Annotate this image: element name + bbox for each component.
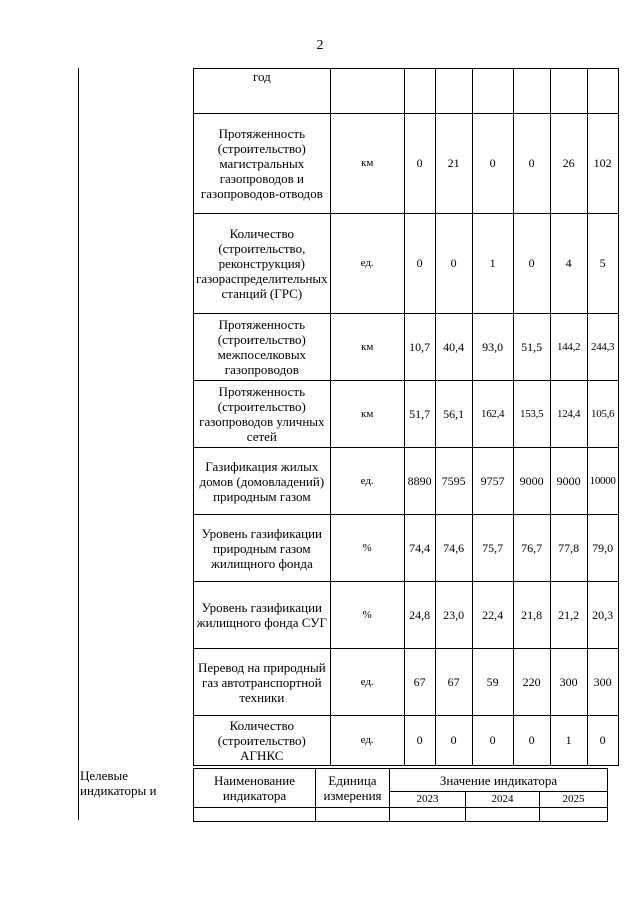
- table-row: [194, 649, 619, 716]
- empty-cell: [404, 69, 435, 114]
- empty-cell: [435, 69, 472, 114]
- empty-cell: [466, 808, 540, 822]
- indicator-value: 67: [404, 649, 435, 716]
- indicator-value: 10000: [587, 448, 618, 515]
- indicator-value: 76,7: [513, 515, 550, 582]
- indicator-value: 74,4: [404, 515, 435, 582]
- indicator-value: 51,5: [513, 314, 550, 381]
- indicator-value: 26: [550, 114, 587, 214]
- indicator-value: 51,7: [404, 381, 435, 448]
- indicator-value: 9757: [472, 448, 513, 515]
- indicator-value: 244,3: [587, 314, 618, 381]
- indicator-value: 77,8: [550, 515, 587, 582]
- indicator-value: 153,5: [513, 381, 550, 448]
- indicator-value: 300: [587, 649, 618, 716]
- left-border-line: [78, 68, 79, 820]
- col-name-header: Наименование индикатора: [194, 769, 316, 808]
- indicator-value: 1: [472, 214, 513, 314]
- indicator-value: 0: [513, 114, 550, 214]
- indicator-unit: ед.: [330, 448, 404, 515]
- empty-cell: [390, 808, 466, 822]
- indicator-value: 0: [404, 214, 435, 314]
- table-row: [194, 114, 619, 214]
- empty-cell: [472, 69, 513, 114]
- indicator-value: 0: [513, 716, 550, 766]
- table-row: [194, 515, 619, 582]
- indicator-value: 7595: [435, 448, 472, 515]
- lower-section: [0, 768, 640, 820]
- indicator-name: Газификация жилых домов (домовладений) природным газом: [194, 448, 331, 515]
- indicator-value: 144,2: [550, 314, 587, 381]
- indicator-value: 75,7: [472, 515, 513, 582]
- table-row: [194, 381, 619, 448]
- col-unit-header: Единица измерения: [316, 769, 390, 808]
- indicator-value: 59: [472, 649, 513, 716]
- indicator-unit: ед.: [330, 649, 404, 716]
- indicator-value: 0: [472, 716, 513, 766]
- indicator-value: 162,4: [472, 381, 513, 448]
- indicator-value: 56,1: [435, 381, 472, 448]
- indicator-value: 79,0: [587, 515, 618, 582]
- page-number: 2: [316, 38, 324, 53]
- indicator-value: 9000: [550, 448, 587, 515]
- indicator-value: 105,6: [587, 381, 618, 448]
- indicator-unit: км: [330, 381, 404, 448]
- indicator-value: 21,8: [513, 582, 550, 649]
- indicator-unit: %: [330, 582, 404, 649]
- indicator-value: 9000: [513, 448, 550, 515]
- indicator-value: 102: [587, 114, 618, 214]
- indicator-value: 22,4: [472, 582, 513, 649]
- indicator-value: 0: [587, 716, 618, 766]
- header-table: [193, 768, 608, 822]
- indicator-unit: км: [330, 114, 404, 214]
- indicator-name: Протяженность (строительство) газопроводов уличных сетей: [194, 381, 331, 448]
- indicator-name: год: [194, 69, 331, 114]
- table-row: [194, 582, 619, 649]
- indicator-name: Уровень газификации жилищного фонда СУГ: [194, 582, 331, 649]
- indicator-unit: %: [330, 515, 404, 582]
- empty-cell: [194, 808, 316, 822]
- indicator-name: Протяженность (строительство) межпоселковых газопроводов: [194, 314, 331, 381]
- empty-cell: [316, 808, 390, 822]
- indicator-value: 67: [435, 649, 472, 716]
- empty-cell: [587, 69, 618, 114]
- empty-cell: [330, 69, 404, 114]
- indicator-value: 21: [435, 114, 472, 214]
- indicator-value: 93,0: [472, 314, 513, 381]
- indicator-name: Количество (строительство) АГНКС: [194, 716, 331, 766]
- empty-cell: [513, 69, 550, 114]
- table-row: [194, 69, 619, 114]
- empty-cell: [550, 69, 587, 114]
- indicator-name: Перевод на природный газ автотранспортной техники: [194, 649, 331, 716]
- table-row: [194, 716, 619, 766]
- indicator-value: 10,7: [404, 314, 435, 381]
- indicators-table: [193, 68, 619, 766]
- indicator-value: 23,0: [435, 582, 472, 649]
- indicator-value: 220: [513, 649, 550, 716]
- indicator-value: 5: [587, 214, 618, 314]
- table-row: [194, 314, 619, 381]
- empty-cell: [540, 808, 608, 822]
- indicator-value: 0: [404, 716, 435, 766]
- year-header: 2024: [466, 792, 540, 808]
- indicator-value: 40,4: [435, 314, 472, 381]
- indicator-value: 1: [550, 716, 587, 766]
- col-values-header: Значение индикатора: [390, 769, 608, 792]
- table-row: [194, 214, 619, 314]
- indicator-unit: км: [330, 314, 404, 381]
- indicator-name: Уровень газификации природным газом жилищного фонда: [194, 515, 331, 582]
- year-header: 2023: [390, 792, 466, 808]
- indicator-value: 74,6: [435, 515, 472, 582]
- table-row: [194, 448, 619, 515]
- indicator-name: Количество (строительство, реконструкция) газораспределительных станций (ГРС): [194, 214, 331, 314]
- indicator-value: 0: [435, 716, 472, 766]
- indicator-value: 24,8: [404, 582, 435, 649]
- indicator-value: 21,2: [550, 582, 587, 649]
- indicator-value: 0: [472, 114, 513, 214]
- indicator-value: 8890: [404, 448, 435, 515]
- indicator-value: 0: [435, 214, 472, 314]
- indicator-value: 0: [513, 214, 550, 314]
- indicator-value: 4: [550, 214, 587, 314]
- indicator-value: 124,4: [550, 381, 587, 448]
- year-header: 2025: [540, 792, 608, 808]
- left-label: Целевые индикаторы и: [80, 768, 157, 798]
- indicator-unit: ед.: [330, 214, 404, 314]
- indicator-name: Протяженность (строительство) магистральных газопроводов и газопроводов-отводов: [194, 114, 331, 214]
- indicator-value: 20,3: [587, 582, 618, 649]
- indicator-value: 0: [404, 114, 435, 214]
- indicator-value: 300: [550, 649, 587, 716]
- indicator-unit: ед.: [330, 716, 404, 766]
